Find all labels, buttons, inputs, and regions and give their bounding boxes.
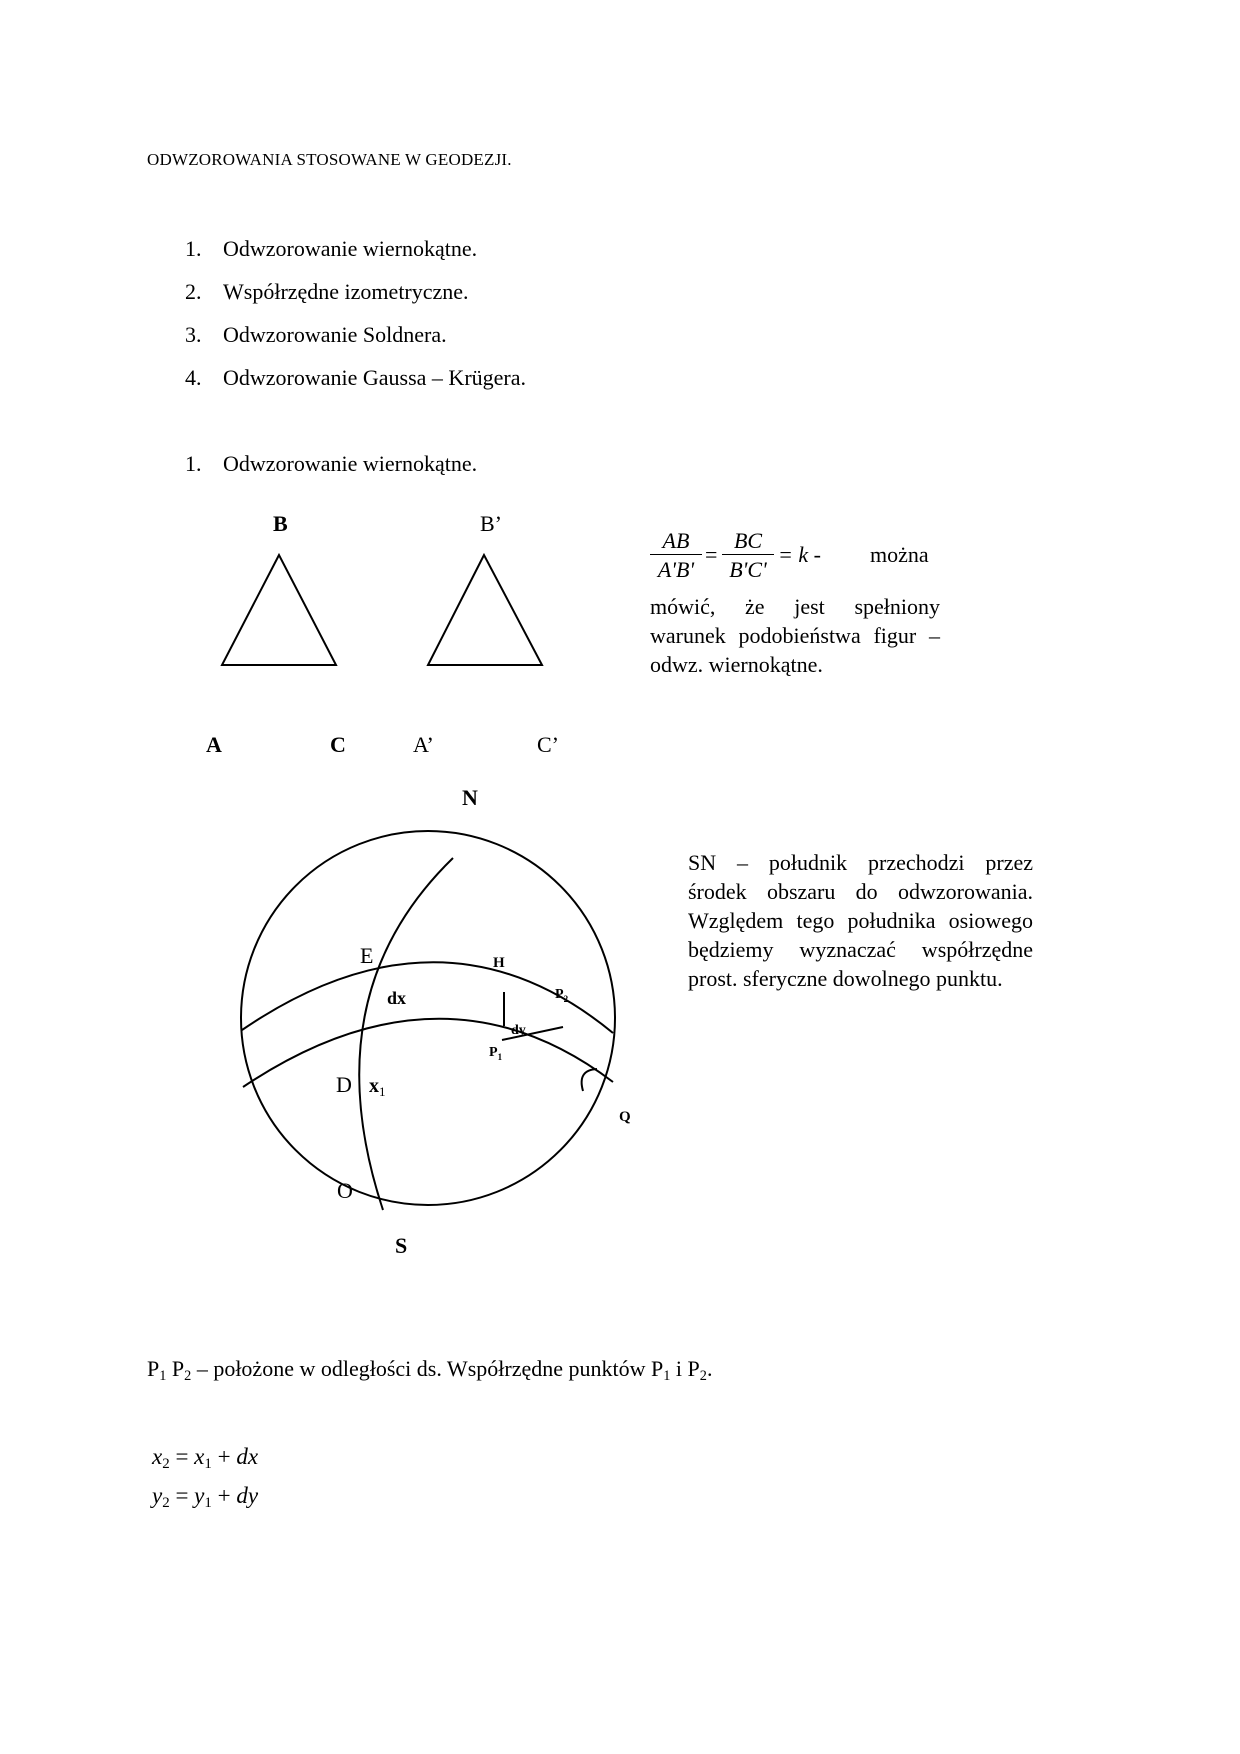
fraction-denominator: B'C' (729, 557, 767, 582)
label-c: C (330, 732, 346, 757)
section-title: Odwzorowanie wiernokątne. (223, 451, 478, 476)
fraction-denominator: A'B' (657, 557, 695, 582)
label-dx: dx (387, 988, 407, 1008)
label-q: Q (619, 1109, 631, 1125)
label-p2: $P_2$ (555, 987, 569, 1004)
label-e: E (360, 943, 374, 968)
k-term: = k - (778, 542, 821, 567)
label-a: A (206, 732, 222, 757)
label-s: S (395, 1233, 408, 1258)
equals-sign: = (705, 542, 718, 567)
section-number: 1. (185, 451, 202, 476)
label-p1: $P_1$ (489, 1045, 503, 1062)
toc-item-label: Odwzorowanie Gaussa – Krügera. (223, 365, 527, 390)
label-a-prime: A’ (413, 732, 434, 757)
p1-symbol: P (147, 1356, 160, 1381)
label-b: B (273, 511, 288, 536)
label-d: D (336, 1072, 352, 1097)
toc-item-number: 4. (185, 365, 202, 390)
label-n: N (462, 785, 478, 810)
label-o: O (337, 1178, 353, 1203)
label-h: H (493, 955, 505, 971)
fraction-numerator: BC (722, 528, 774, 555)
q-arc-mark (582, 1069, 597, 1091)
label-x1: $x_1$ (369, 1075, 386, 1099)
p2-symbol: P (171, 1356, 185, 1381)
toc-item-number: 1. (185, 236, 202, 261)
toc-item-label: Współrzędne izometryczne. (223, 279, 469, 304)
toc-item-label: Odwzorowanie wiernokątne. (223, 236, 478, 261)
label-c-prime: C’ (537, 732, 559, 757)
similarity-text: mówić, że jest spełniony warunek podobieństwa figur – odwz. wiernokątne. (650, 594, 940, 677)
meridian-sn (359, 858, 453, 1210)
formula-y2: $y_2 = y_1$ + dy (152, 1483, 259, 1511)
p1p2-text: – położone w odległości ds. Współrzędne punktów (191, 1356, 651, 1381)
p1p2-sentence: $P_1$ $P_2$ – położone w odległości ds. Współrzędne punktów $P_1$ i $P_2$. (147, 1356, 713, 1384)
fraction-numerator: AB (650, 528, 702, 555)
toc-item-label: Odwzorowanie Soldnera. (223, 322, 447, 347)
page-title: ODWZOROWANIA STOSOWANE W GEODEZJI. (147, 150, 512, 169)
toc-item-number: 3. (185, 322, 202, 347)
sn-description: SN – południk przechodzi przez środek obszaru do odwzorowania. Względem tego południka osiowego będziemy wyznaczać współrzędne prost. sferyczne dowolnego punktu. (688, 850, 1033, 991)
toc-item-number: 2. (185, 279, 202, 304)
label-dy: dy (511, 1023, 526, 1038)
formula-x2: $x_2 = x_1$ + dx (152, 1444, 259, 1472)
word-mozna: można (870, 542, 929, 567)
label-b-prime: B’ (480, 511, 502, 536)
